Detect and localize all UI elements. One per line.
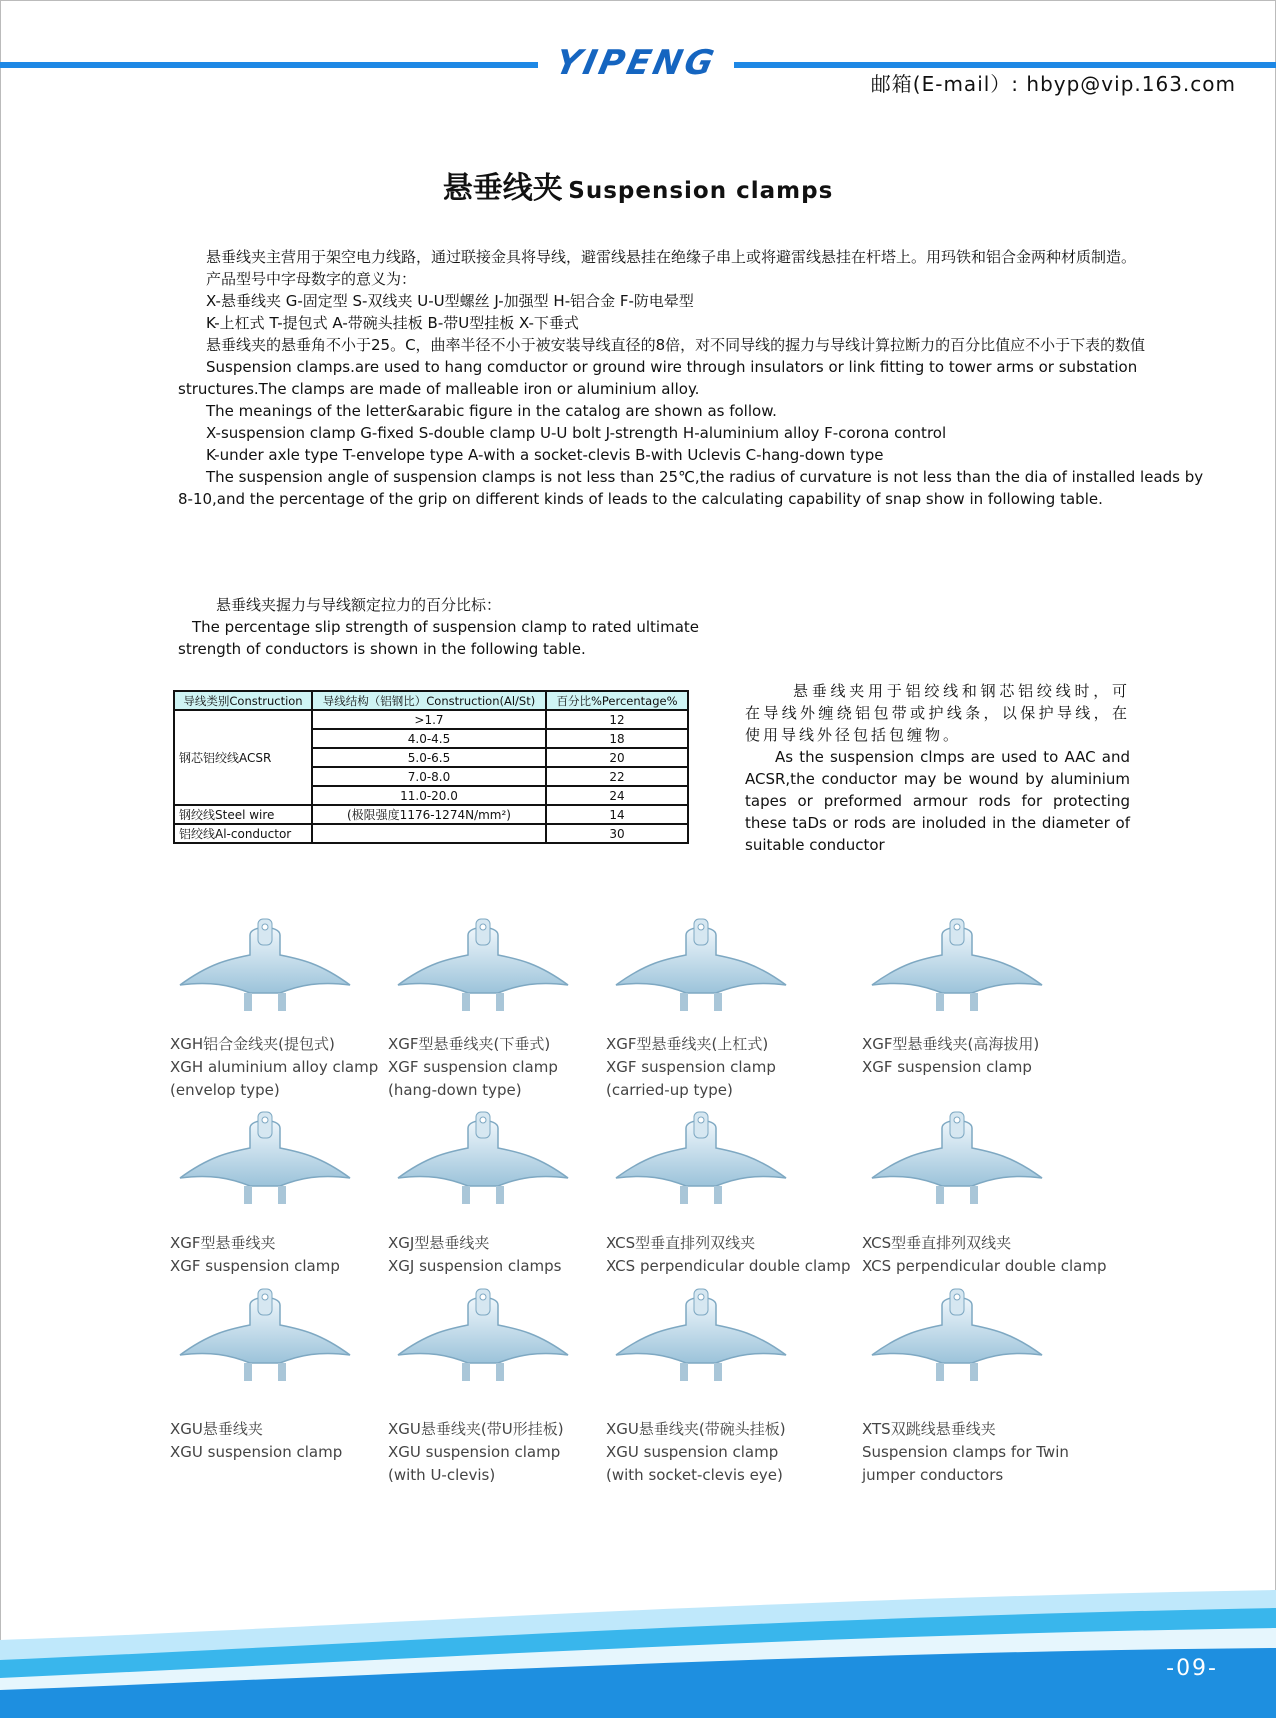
table-header: 导线类别Construction [174, 691, 312, 710]
product-photo [606, 1285, 796, 1395]
intro-cn-p1: 悬垂线夹主营用于架空电力线路，通过联接金具将导线，避雷线悬挂在绝缘子串上或将避雷线悬挂在杆塔上。用玛铁和铝合金两种材质制造。 [206, 248, 1137, 266]
table-cell: 30 [546, 824, 688, 843]
page-title-en: Suspension clamps [568, 178, 834, 204]
header-email: 邮箱(E-mail）: hbyp@vip.163.com [870, 72, 1236, 96]
brand-logo-text: YIPENG [551, 43, 721, 83]
product-caption-line: jumper conductors [862, 1466, 1004, 1484]
table-row [174, 824, 688, 843]
product-caption-line: XGF型悬垂线夹 [170, 1234, 276, 1252]
table-row [174, 710, 688, 729]
product-caption-line: XGU suspension clamp [388, 1443, 561, 1461]
product-caption [606, 1033, 856, 1102]
product-caption-line: (envelop type) [170, 1081, 280, 1099]
table-cell: 18 [546, 729, 688, 748]
table-cell-acsr: 钢芯铝绞线ACSR [174, 710, 312, 805]
table-cell: 11.0-20.0 [312, 786, 546, 805]
product-caption-line: Suspension clamps for Twin [862, 1443, 1069, 1461]
intro-en-p5: The suspension angle of suspension clamps is not less than 25℃,the radius of curvature is not less than the dia of installed leads by 8-10,and the percentage of the grip on different kinds of leads to the calculating capability of snap show in following table. [178, 468, 1204, 508]
product-caption [388, 1033, 638, 1102]
product-caption-line: XCS perpendicular double clamp [606, 1257, 851, 1275]
product-caption-line: (with socket-clevis eye) [606, 1466, 783, 1484]
table-cell: 7.0-8.0 [312, 767, 546, 786]
product-item [606, 915, 846, 1099]
product-caption-line: (hang-down type) [388, 1081, 522, 1099]
intro-en-p3: X-suspension clamp G-fixed S-double clamp U-U bolt J-strength H-aluminium alloy F-corona control [206, 424, 947, 442]
product-photo [170, 1108, 360, 1218]
brand-logo [538, 44, 734, 82]
product-caption [170, 1232, 420, 1278]
table-cell: 14 [546, 805, 688, 824]
product-caption-line: XGU悬垂线夹(带碗头挂板) [606, 1420, 786, 1438]
product-caption-line: XGH aluminium alloy clamp [170, 1058, 379, 1076]
table-cell: 22 [546, 767, 688, 786]
intro-cn-p4: K-上杠式 T-提包式 A-带碗头挂板 B-带U型挂板 X-下垂式 [206, 314, 579, 332]
table-cell-al: 铝绞线Al-conductor [174, 824, 312, 843]
table-cell-steel: 钢绞线Steel wire [174, 805, 312, 824]
product-item [170, 1108, 410, 1275]
product-item [606, 1285, 846, 1484]
intro-cn-p2: 产品型号中字母数字的意义为： [206, 270, 417, 288]
table-cell [312, 824, 546, 843]
product-photo [862, 1108, 1052, 1218]
product-caption [606, 1232, 856, 1278]
product-item [388, 1108, 628, 1275]
product-caption-line: XCS perpendicular double clamp [862, 1257, 1107, 1275]
product-caption [862, 1232, 1112, 1278]
product-caption-line: XGJ型悬垂线夹 [388, 1234, 490, 1252]
table-header: 百分比%Percentage% [546, 691, 688, 710]
side-note-cn: 悬垂线夹用于铝绞线和钢芯铝绞线时，可在导线外缠绕铝包带或护线条，以保护导线，在使用导线外径包括包缠物。 [745, 682, 1130, 744]
product-photo [862, 915, 1052, 1025]
intro-en-p4: K-under axle type T-envelope type A-with a socket-clevis B-with Uclevis C-hang-down type [206, 446, 884, 464]
percentage-table [173, 690, 689, 844]
side-note [745, 680, 1130, 856]
product-caption-line: (carried-up type) [606, 1081, 733, 1099]
product-item [170, 915, 410, 1099]
intro-cn-p5: 悬垂线夹的悬垂角不小于25。C，曲率半径不小于被安装导线直径的8倍，对不同导线的握力与导线计算拉断力的百分比值应不小于下表的数值 [206, 336, 1146, 354]
product-photo [862, 1285, 1052, 1395]
product-photo [606, 915, 796, 1025]
product-caption-line: XGU suspension clamp [170, 1443, 343, 1461]
product-caption-line: (with U-clevis) [388, 1466, 496, 1484]
product-photo [388, 915, 578, 1025]
page-title-cn: 悬垂线夹 [442, 171, 563, 206]
product-caption [170, 1033, 420, 1102]
intro-en-p1: Suspension clamps.are used to hang comductor or ground wire through insulators or link fitting to tower arms or substation structures.The clamps are made of malleable iron or aluminium alloy. [178, 358, 1138, 398]
percentage-heading-cn: 悬垂线夹握力与导线额定拉力的百分比标： [216, 596, 502, 614]
product-item [862, 1285, 1102, 1484]
percentage-heading-en: The percentage slip strength of suspension clamp to rated ultimate strength of conductors is shown in the following table. [178, 618, 699, 658]
product-item [862, 915, 1102, 1076]
product-caption-line: XGU悬垂线夹(带U形挂板) [388, 1420, 564, 1438]
intro-en-p2: The meanings of the letter&arabic figure in the catalog are shown as follow. [206, 402, 777, 420]
product-item [388, 1285, 628, 1484]
product-item [862, 1108, 1107, 1275]
product-caption-line: XCS型垂直排列双线夹 [606, 1234, 756, 1252]
table-cell: 24 [546, 786, 688, 805]
product-photo [170, 1285, 360, 1395]
table-cell: >1.7 [312, 710, 546, 729]
product-caption-line: XGJ suspension clamps [388, 1257, 562, 1275]
product-caption-line: XGF suspension clamp [388, 1058, 558, 1076]
product-caption-line: XGF型悬垂线夹(高海拔用) [862, 1035, 1040, 1053]
product-caption [388, 1232, 638, 1278]
table-header: 导线结构（铝钢比）Construction(Al/St) [312, 691, 546, 710]
product-caption [862, 1418, 1112, 1487]
product-photo [388, 1108, 578, 1218]
product-item [388, 915, 628, 1099]
product-caption-line: XGF suspension clamp [862, 1058, 1032, 1076]
product-caption [170, 1418, 420, 1464]
product-caption [388, 1418, 638, 1487]
product-item [606, 1108, 851, 1275]
table-cell: (极限强度1176-1274N/mm²) [312, 805, 546, 824]
product-caption-line: XTS双跳线悬垂线夹 [862, 1420, 996, 1438]
product-item [170, 1285, 410, 1461]
table-cell: 12 [546, 710, 688, 729]
table-cell: 20 [546, 748, 688, 767]
table-cell: 5.0-6.5 [312, 748, 546, 767]
product-caption-line: XGF型悬垂线夹(下垂式) [388, 1035, 551, 1053]
product-caption-line: XGF型悬垂线夹(上杠式) [606, 1035, 769, 1053]
product-caption [606, 1418, 856, 1487]
page-number: -09- [1166, 1656, 1218, 1681]
footer-wave [0, 1590, 1276, 1718]
percentage-heading [178, 594, 738, 660]
product-caption-line: XGU悬垂线夹 [170, 1420, 263, 1438]
page-title [0, 163, 1276, 207]
product-photo [388, 1285, 578, 1395]
intro-cn-p3: X-悬垂线夹 G-固定型 S-双线夹 U-U型螺丝 J-加强型 H-铝合金 F-防电晕型 [206, 292, 694, 310]
table-header-row [174, 691, 688, 710]
intro-text [178, 246, 1208, 510]
product-caption-line: XGF suspension clamp [606, 1058, 776, 1076]
table-row [174, 805, 688, 824]
product-caption-line: XGF suspension clamp [170, 1257, 340, 1275]
product-caption-line: XGH铝合金线夹(提包式) [170, 1035, 335, 1053]
product-caption-line: XCS型垂直排列双线夹 [862, 1234, 1012, 1252]
product-caption-line: XGU suspension clamp [606, 1443, 779, 1461]
product-photo [170, 915, 360, 1025]
side-note-en: As the suspension clmps are used to AAC and ACSR,the conductor may be wound by aluminium tapes or preformed armour rods for protecting these taDs or rods are inoluded in the diameter of suitable conductor [745, 748, 1130, 854]
product-photo [606, 1108, 796, 1218]
table-cell: 4.0-4.5 [312, 729, 546, 748]
product-caption [862, 1033, 1112, 1079]
